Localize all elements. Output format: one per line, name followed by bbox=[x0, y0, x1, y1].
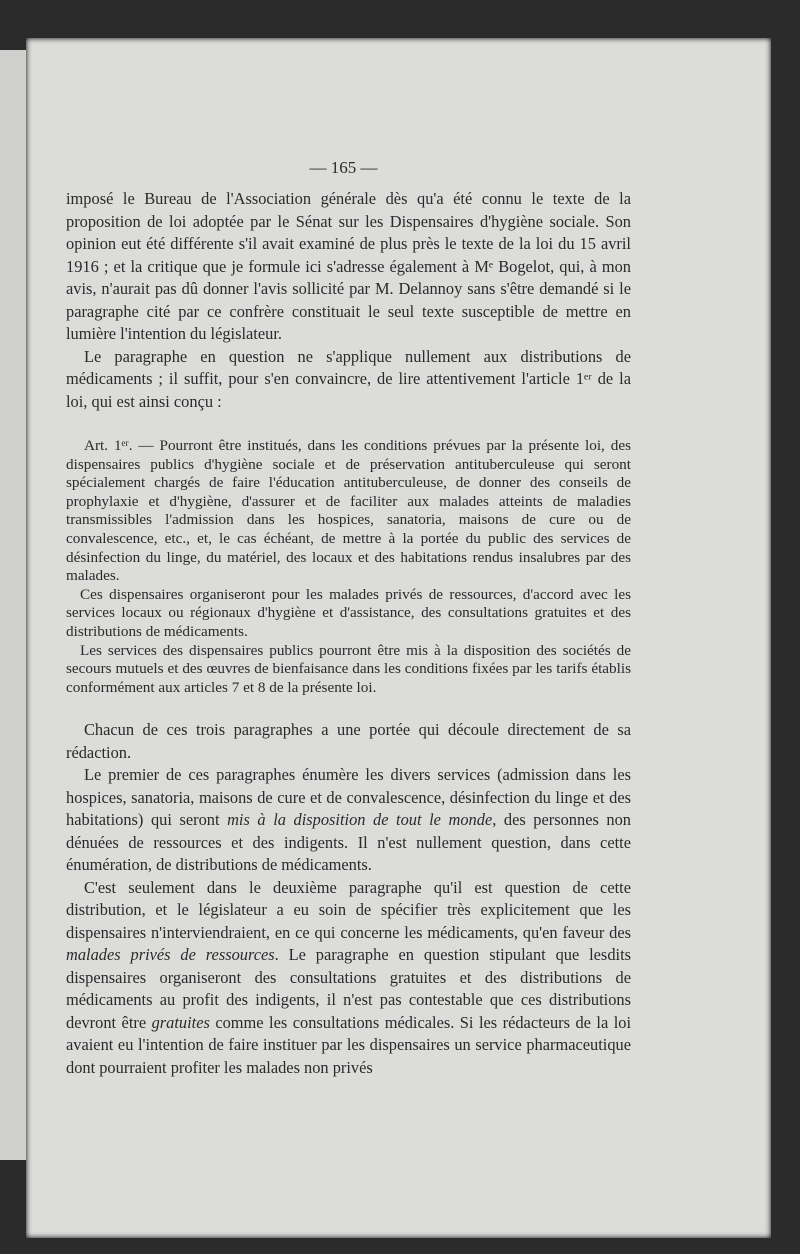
page-number: — 165 — bbox=[309, 158, 378, 177]
law-article-quote bbox=[66, 437, 631, 697]
p5-text-c: comme les consultations médicales. Si les rédacteurs de la loi avaient eu l'intention de faire instituer par les dispensaires un service pharmaceutique dont pourraient profiter les malades non privés bbox=[66, 1012, 631, 1077]
quote-paragraph-2: Ces dispensaires organiseront pour les malades privés de ressources, d'accord avec les services locaux ou régionaux d'hygiène et d'assistance, des consultations gratuites et des distributions de médicaments. bbox=[66, 585, 631, 640]
p4-text-a: Le premier de ces paragraphes énumère les divers services (admission dans les hospices, sanatoria, maisons de cure et de convalescence, désinfection du linge et des habitations) qui seront bbox=[66, 765, 631, 830]
p5-text-a: C'est seulement dans le deuxième paragraphe qu'il est question de cette distribution, et le législateur a eu soin de spécifier très explicitement que les dispensaires n'interviendraient, en ce qui concerne les médicaments, qu'en faveur des bbox=[66, 877, 631, 942]
quote-paragraph-1: Art. 1ᵉʳ. — Pourront être institués, dans les conditions prévues par la présente loi, des dispensaires publics d'hygiène sociale et de préservation antituberculeuse qui seront spécialement chargés de faire l'éducation antituberculeuse, de donner des conseils de prophylaxie et d'hygiène, d'assurer et de faciliter aux malades atteints de maladies transmissibles l'admission dans les hospices, sanatoria, maisons de cure ou de convalescence, etc., et, le cas échéant, de mettre à la portée du public des services de désinfection du linge, du matériel, des locaux et des habitations rendus insalubres par des malades. bbox=[66, 437, 631, 585]
paragraph-3: Chacun de ces trois paragraphes a une portée qui découle directement de sa rédaction. bbox=[66, 720, 631, 762]
paragraph-1: imposé le Bureau de l'Association générale dès qu'a été connu le texte de la proposition de loi adoptée par le Sénat sur les Dispensaires d'hygiène sociale. Son opinion eut été différente s'il avait examiné de plus près le texte de la loi du 15 avril 1916 ; et la critique que je formule ici s'adresse également à Mᵉ Bogelot, qui, à mon avis, n'aurait pas dû donner l'avis sollicité par M. Delannoy sans s'être demandé si le paragraphe cité par ce confrère constituait le seul texte susceptible de mettre en lumière l'intention du législateur. bbox=[66, 189, 631, 343]
adjacent-page-edge bbox=[0, 50, 28, 1160]
p5-italic-2: gratuites bbox=[151, 1012, 210, 1032]
p4-italic: mis à la disposition de tout le monde bbox=[227, 810, 493, 830]
paragraph-5 bbox=[66, 877, 631, 1080]
paragraph-2: Le paragraphe en question ne s'applique nullement aux distributions de médicaments ; il suffit, pour s'en convaincre, de lire attentivement l'article 1ᵉʳ de la loi, qui est ainsi conçu : bbox=[66, 346, 631, 411]
p5-text-b: . Le paragraphe en question stipulant que lesdits dispensaires organiseront des consultations gratuites et des distributions de médicaments au profit des indigents, il n'est pas contestable que ces distributions devront être bbox=[66, 945, 631, 1032]
p5-italic-1: malades privés de ressources bbox=[66, 945, 275, 965]
paragraph-4 bbox=[66, 764, 631, 877]
p4-text-b: , des personnes non dénuées de ressources et des indigents. Il n'est nullement question, dans cette énumération, de distributions de médicaments. bbox=[66, 810, 631, 875]
page-content bbox=[66, 158, 631, 1079]
quote-paragraph-3: Les services des dispensaires publics pourront être mis à la disposition des sociétés de secours mutuels et des œuvres de bienfaisance dans les conditions fixées par les tarifs établis conformément aux articles 7 et 8 de la présente loi. bbox=[66, 641, 631, 696]
document-page bbox=[26, 38, 771, 1238]
